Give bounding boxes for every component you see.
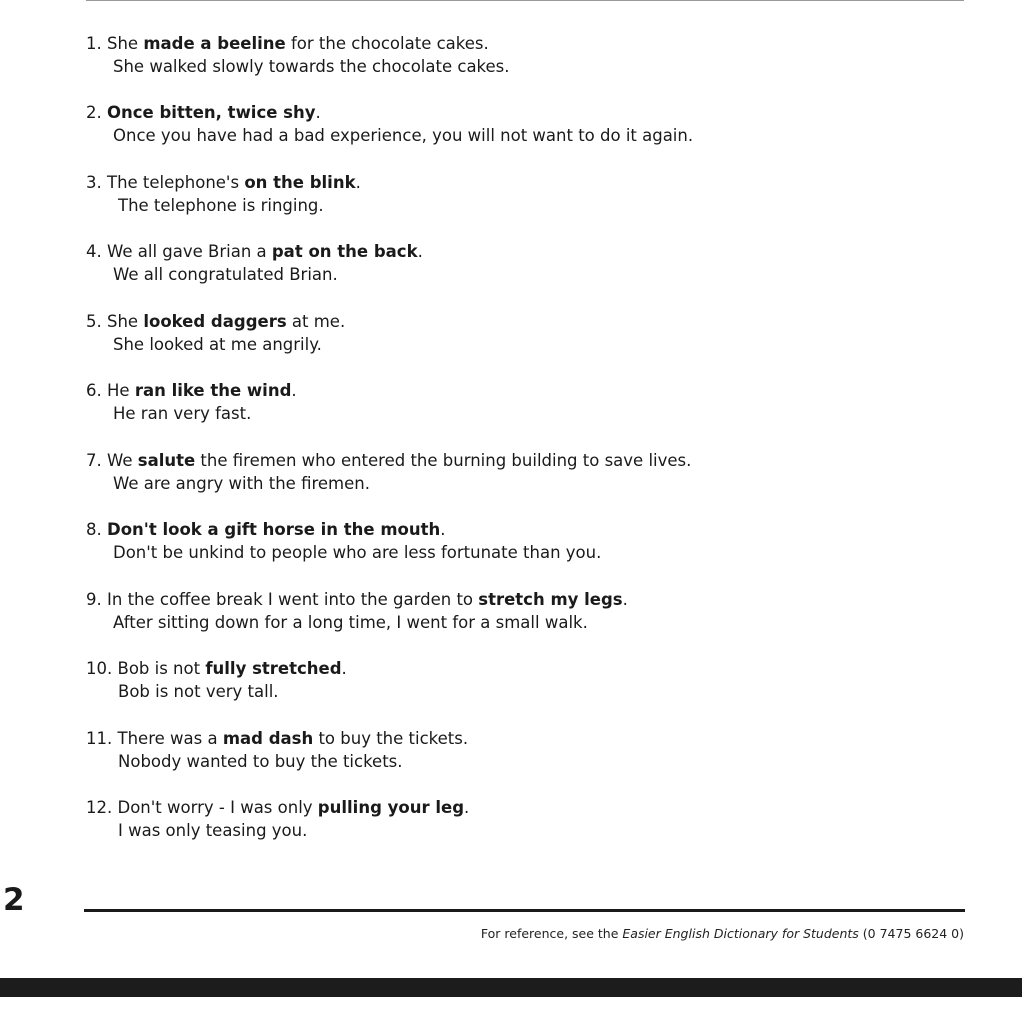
item-number: 3. <box>86 173 102 192</box>
top-rule <box>86 0 964 1</box>
item-number: 8. <box>86 520 102 539</box>
item-number: 1. <box>86 34 102 53</box>
item-text-pre: Don't worry - I was only <box>117 798 318 817</box>
list-item <box>86 32 966 78</box>
item-text-post: . <box>291 381 297 400</box>
item-text-post: at me. <box>286 312 346 331</box>
footer-suffix: (0 7475 6624 0) <box>858 926 964 941</box>
item-meaning: She looked at me angrily. <box>113 335 322 354</box>
item-text-pre: There was a <box>117 729 223 748</box>
list-item <box>86 240 966 286</box>
item-text-post: the firemen who entered the burning building to save lives. <box>195 451 692 470</box>
item-text-post: . <box>417 242 423 261</box>
item-number: 12. <box>86 798 113 817</box>
item-meaning: Bob is not very tall. <box>118 682 279 701</box>
item-text-post: to buy the tickets. <box>313 729 469 748</box>
item-text-pre: He <box>107 381 135 400</box>
item-number: 9. <box>86 590 102 609</box>
item-number: 11. <box>86 729 113 748</box>
item-text-pre: In the coffee break I went into the garden to <box>107 590 479 609</box>
item-number: 4. <box>86 242 102 261</box>
idiom-phrase: stretch my legs <box>478 590 623 609</box>
list-item <box>86 171 966 217</box>
bottom-rule <box>84 909 965 912</box>
item-meaning: The telephone is ringing. <box>118 196 324 215</box>
footer-reference <box>481 926 964 941</box>
item-meaning: He ran very fast. <box>113 404 252 423</box>
idiom-phrase: ran like the wind <box>134 381 292 400</box>
item-meaning: Nobody wanted to buy the tickets. <box>118 752 403 771</box>
item-text-pre: She <box>107 34 144 53</box>
item-text-pre: Bob is not <box>117 659 206 678</box>
idiom-phrase: fully stretched <box>205 659 342 678</box>
list-item <box>86 379 966 425</box>
item-meaning: She walked slowly towards the chocolate cakes. <box>113 57 510 76</box>
item-meaning: Once you have had a bad experience, you will not want to do it again. <box>113 126 694 145</box>
list-item <box>86 101 966 147</box>
idiom-phrase: made a beeline <box>143 34 286 53</box>
item-text-pre: The telephone's <box>107 173 245 192</box>
list-item <box>86 588 966 634</box>
idiom-phrase: salute <box>137 451 196 470</box>
item-text-post: for the chocolate cakes. <box>285 34 489 53</box>
list-item <box>86 796 966 842</box>
footer-book-title: Easier English Dictionary for Students <box>622 926 859 941</box>
item-text-post: . <box>464 798 470 817</box>
item-number: 7. <box>86 451 102 470</box>
item-text-pre: We <box>107 451 138 470</box>
idiom-phrase: pulling your leg <box>317 798 465 817</box>
item-number: 5. <box>86 312 102 331</box>
item-meaning: Don't be unkind to people who are less fortunate than you. <box>113 543 602 562</box>
item-text-post: . <box>355 173 361 192</box>
item-meaning: After sitting down for a long time, I went for a small walk. <box>113 613 588 632</box>
page-number: 2 <box>3 882 25 918</box>
list-item <box>86 727 966 773</box>
item-meaning: I was only teasing you. <box>118 821 308 840</box>
item-meaning: We all congratulated Brian. <box>113 265 338 284</box>
list-item <box>86 310 966 356</box>
idiom-phrase: looked daggers <box>143 312 287 331</box>
item-meaning: We are angry with the firemen. <box>113 474 370 493</box>
idiom-phrase: Don't look a gift horse in the mouth <box>107 520 441 539</box>
footer-prefix: For reference, see the <box>480 926 623 941</box>
item-text-pre: We all gave Brian a <box>107 242 272 261</box>
list-item <box>86 518 966 564</box>
item-number: 2. <box>86 103 102 122</box>
idiom-phrase: on the blink <box>244 173 356 192</box>
item-number: 6. <box>86 381 102 400</box>
idiom-phrase: pat on the back <box>271 242 418 261</box>
item-text-post: . <box>315 103 321 122</box>
list-item <box>86 449 966 495</box>
item-text-post: . <box>341 659 347 678</box>
item-text-post: . <box>622 590 628 609</box>
list-item <box>86 657 966 703</box>
item-text-pre: She <box>107 312 144 331</box>
item-text-post: . <box>440 520 446 539</box>
bottom-black-band <box>0 978 1022 997</box>
idiom-phrase: mad dash <box>222 729 314 748</box>
idiom-phrase: Once bitten, twice shy <box>107 103 316 122</box>
item-number: 10. <box>86 659 113 678</box>
